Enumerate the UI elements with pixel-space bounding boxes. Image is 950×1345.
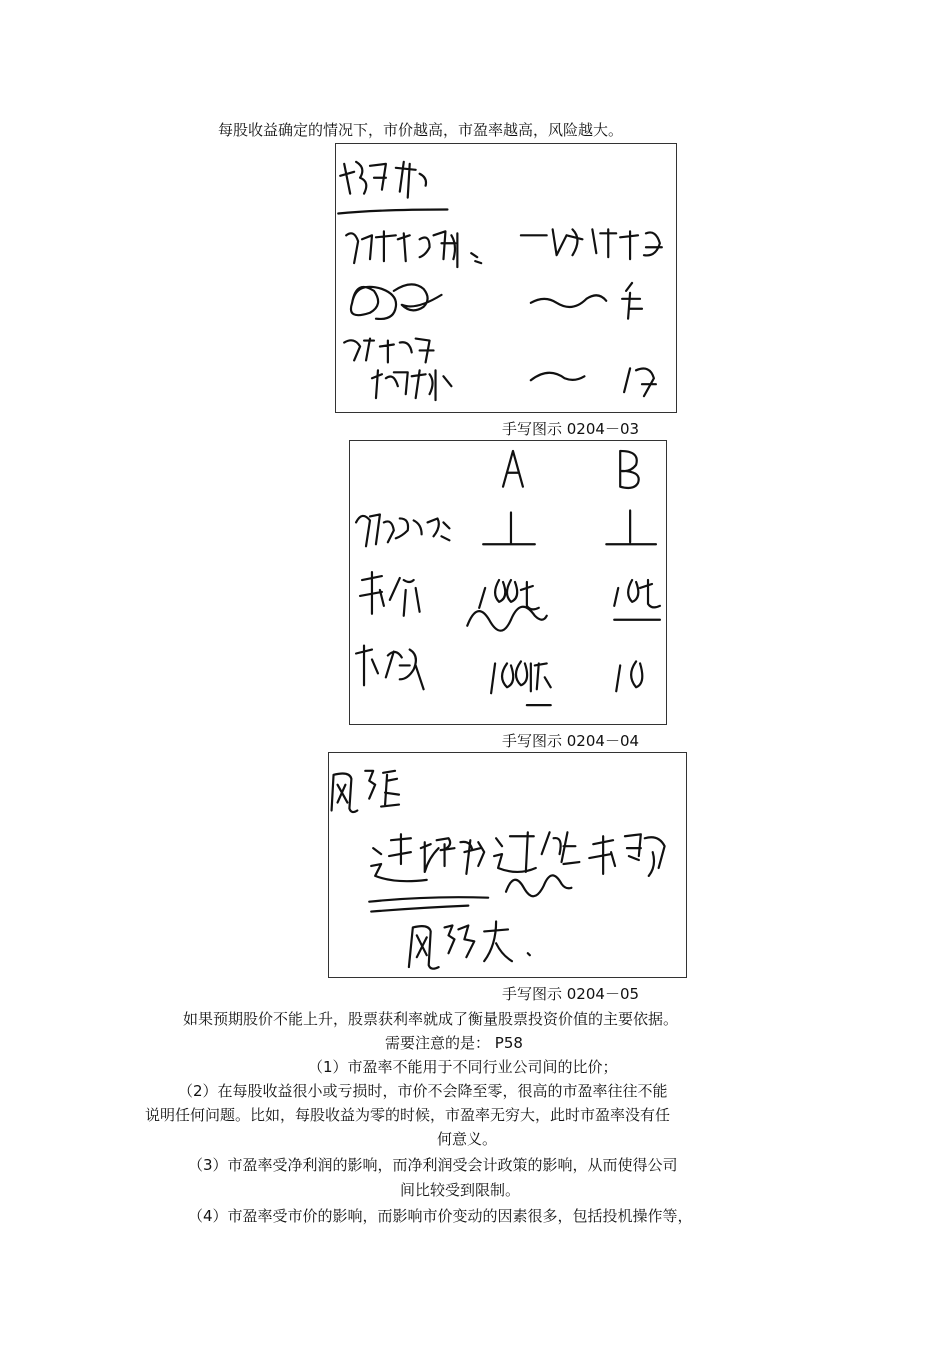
figure-1-caption: 手写图示 0204－03	[502, 420, 640, 438]
handwriting-sketch-2	[350, 441, 666, 724]
note-item-1: （1）市盈率不能用于不同行业公司间的比价；	[308, 1058, 618, 1076]
handwritten-figure-2	[349, 440, 667, 725]
figure-3-caption: 手写图示 0204－05	[502, 985, 640, 1003]
note-item-3-line-2: 间比较受到限制。	[400, 1181, 521, 1199]
intro-sentence: 每股收益确定的情况下，市价越高，市盈率越高，风险越大。	[218, 121, 624, 139]
paragraph-dividend-yield: 如果预期股价不能上升，股票获利率就成了衡量股票投资价值的主要依据。	[183, 1010, 679, 1028]
paragraph-notes-heading: 需要注意的是： P58	[385, 1034, 523, 1052]
handwritten-figure-3	[328, 752, 687, 978]
note-item-2-line-3: 何意义。	[437, 1130, 498, 1148]
figure-2-caption: 手写图示 0204－04	[502, 732, 640, 750]
note-item-2-line-1: （2）在每股收益很小或亏损时，市价不会降至零，很高的市盈率往往不能	[178, 1082, 668, 1100]
handwriting-sketch-3	[329, 753, 686, 977]
note-item-2-line-2: 说明任何问题。比如，每股收益为零的时候，市盈率无穷大，此时市盈率没有任	[145, 1106, 671, 1124]
handwriting-sketch-1	[336, 144, 676, 412]
note-item-3-line-1: （3）市盈率受净利润的影响，而净利润受会计政策的影响，从而使得公司	[188, 1156, 678, 1174]
note-item-4-line-1: （4）市盈率受市价的影响，而影响市价变动的因素很多，包括投机操作等，	[188, 1207, 693, 1225]
handwritten-figure-1	[335, 143, 677, 413]
